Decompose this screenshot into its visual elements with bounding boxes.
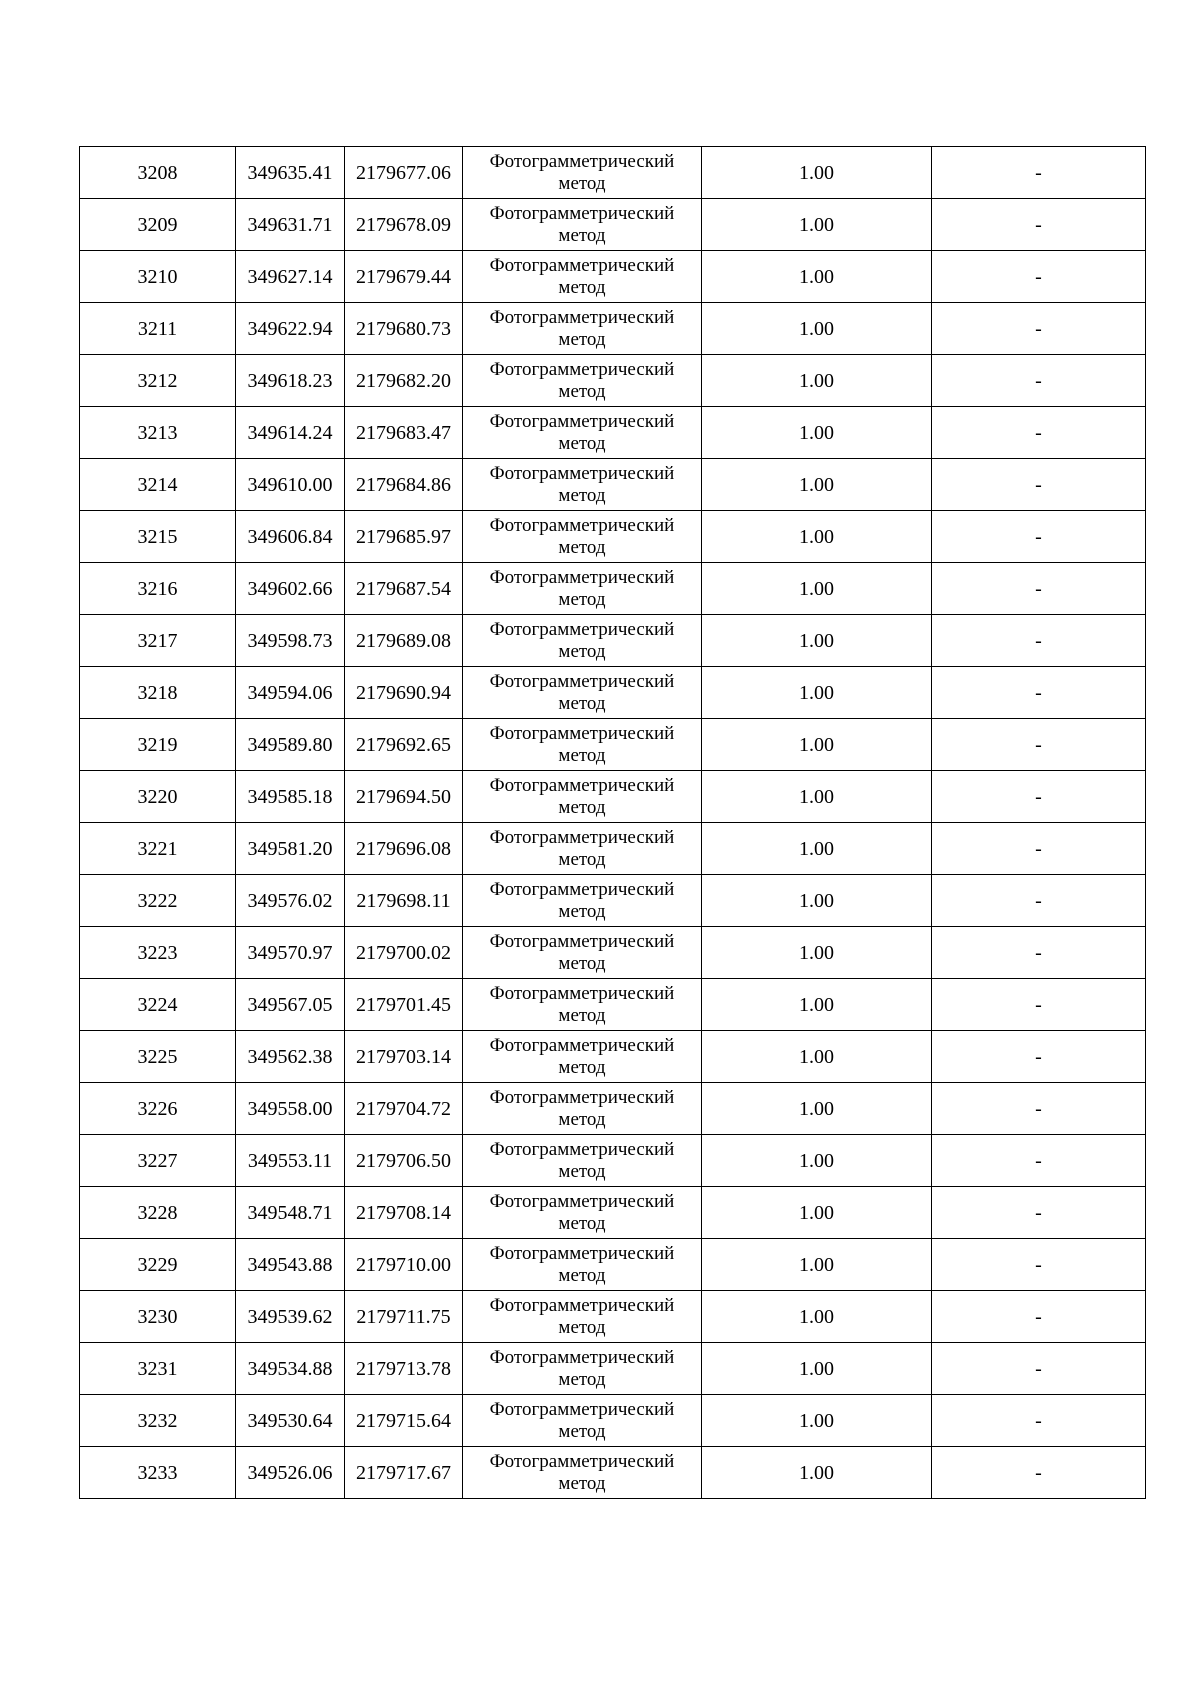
method-cell [463, 615, 702, 667]
method-line-2: метод [558, 796, 606, 818]
y-coordinate-cell: 2179711.75 [345, 1291, 463, 1343]
method-line-2: метод [558, 224, 606, 246]
point-number-cell: 3215 [80, 511, 236, 563]
x-coordinate-cell: 349576.02 [236, 875, 345, 927]
y-coordinate-cell: 2179715.64 [345, 1395, 463, 1447]
y-coordinate-cell: 2179690.94 [345, 667, 463, 719]
table-row [80, 459, 1146, 511]
description-cell: - [932, 1447, 1146, 1499]
y-coordinate-cell: 2179710.00 [345, 1239, 463, 1291]
x-coordinate-cell: 349618.23 [236, 355, 345, 407]
method-cell [463, 667, 702, 719]
method-cell [463, 1187, 702, 1239]
accuracy-cell: 1.00 [702, 355, 932, 407]
method-cell [463, 511, 702, 563]
accuracy-cell: 1.00 [702, 615, 932, 667]
description-cell: - [932, 927, 1146, 979]
point-number-cell: 3219 [80, 719, 236, 771]
accuracy-cell: 1.00 [702, 1395, 932, 1447]
method-cell [463, 355, 702, 407]
method-line-1: Фотограмметрический [489, 566, 675, 588]
description-cell: - [932, 355, 1146, 407]
table-row [80, 1447, 1146, 1499]
method-cell [463, 563, 702, 615]
description-cell: - [932, 1083, 1146, 1135]
table-row [80, 1135, 1146, 1187]
description-cell: - [932, 1343, 1146, 1395]
table-row [80, 771, 1146, 823]
point-number-cell: 3224 [80, 979, 236, 1031]
accuracy-cell: 1.00 [702, 303, 932, 355]
point-number-cell: 3208 [80, 147, 236, 199]
method-line-2: метод [558, 1472, 606, 1494]
table-row [80, 875, 1146, 927]
method-cell [463, 459, 702, 511]
method-line-2: метод [558, 1264, 606, 1286]
table-row [80, 1395, 1146, 1447]
method-line-2: метод [558, 536, 606, 558]
method-cell [463, 719, 702, 771]
method-line-2: метод [558, 900, 606, 922]
method-line-1: Фотограмметрический [489, 670, 675, 692]
table-row [80, 615, 1146, 667]
method-cell [463, 1083, 702, 1135]
description-cell: - [932, 979, 1146, 1031]
x-coordinate-cell: 349570.97 [236, 927, 345, 979]
x-coordinate-cell: 349614.24 [236, 407, 345, 459]
method-line-2: метод [558, 172, 606, 194]
description-cell: - [932, 823, 1146, 875]
method-cell [463, 771, 702, 823]
method-line-1: Фотограмметрический [489, 410, 675, 432]
x-coordinate-cell: 349562.38 [236, 1031, 345, 1083]
accuracy-cell: 1.00 [702, 1187, 932, 1239]
method-line-2: метод [558, 1056, 606, 1078]
method-line-1: Фотограмметрический [489, 150, 675, 172]
y-coordinate-cell: 2179677.06 [345, 147, 463, 199]
description-cell: - [932, 563, 1146, 615]
point-number-cell: 3214 [80, 459, 236, 511]
description-cell: - [932, 251, 1146, 303]
method-line-2: метод [558, 1316, 606, 1338]
description-cell: - [932, 511, 1146, 563]
accuracy-cell: 1.00 [702, 667, 932, 719]
point-number-cell: 3228 [80, 1187, 236, 1239]
method-line-1: Фотограмметрический [489, 982, 675, 1004]
accuracy-cell: 1.00 [702, 1031, 932, 1083]
x-coordinate-cell: 349585.18 [236, 771, 345, 823]
method-cell [463, 1291, 702, 1343]
table-row [80, 1187, 1146, 1239]
method-line-1: Фотограмметрический [489, 878, 675, 900]
table-row [80, 667, 1146, 719]
method-cell [463, 1031, 702, 1083]
method-line-2: метод [558, 952, 606, 974]
y-coordinate-cell: 2179706.50 [345, 1135, 463, 1187]
description-cell: - [932, 1031, 1146, 1083]
method-line-2: метод [558, 588, 606, 610]
accuracy-cell: 1.00 [702, 979, 932, 1031]
x-coordinate-cell: 349534.88 [236, 1343, 345, 1395]
accuracy-cell: 1.00 [702, 1343, 932, 1395]
table-row [80, 303, 1146, 355]
point-number-cell: 3227 [80, 1135, 236, 1187]
point-number-cell: 3233 [80, 1447, 236, 1499]
y-coordinate-cell: 2179692.65 [345, 719, 463, 771]
method-line-2: метод [558, 432, 606, 454]
point-number-cell: 3231 [80, 1343, 236, 1395]
y-coordinate-cell: 2179696.08 [345, 823, 463, 875]
description-cell: - [932, 303, 1146, 355]
method-line-1: Фотограмметрический [489, 358, 675, 380]
x-coordinate-cell: 349530.64 [236, 1395, 345, 1447]
x-coordinate-cell: 349606.84 [236, 511, 345, 563]
method-cell [463, 1135, 702, 1187]
x-coordinate-cell: 349581.20 [236, 823, 345, 875]
method-line-2: метод [558, 1108, 606, 1130]
point-number-cell: 3223 [80, 927, 236, 979]
method-line-1: Фотограмметрический [489, 1190, 675, 1212]
accuracy-cell: 1.00 [702, 771, 932, 823]
description-cell: - [932, 1239, 1146, 1291]
description-cell: - [932, 1187, 1146, 1239]
method-line-2: метод [558, 1420, 606, 1442]
point-number-cell: 3226 [80, 1083, 236, 1135]
point-number-cell: 3216 [80, 563, 236, 615]
method-cell [463, 147, 702, 199]
description-cell: - [932, 1291, 1146, 1343]
method-cell [463, 407, 702, 459]
y-coordinate-cell: 2179713.78 [345, 1343, 463, 1395]
description-cell: - [932, 1395, 1146, 1447]
method-line-2: метод [558, 1368, 606, 1390]
x-coordinate-cell: 349558.00 [236, 1083, 345, 1135]
table-row [80, 199, 1146, 251]
method-line-2: метод [558, 328, 606, 350]
method-line-1: Фотограмметрический [489, 254, 675, 276]
method-line-1: Фотограмметрический [489, 1398, 675, 1420]
method-line-1: Фотограмметрический [489, 202, 675, 224]
point-number-cell: 3211 [80, 303, 236, 355]
description-cell: - [932, 615, 1146, 667]
method-cell [463, 1447, 702, 1499]
method-line-1: Фотограмметрический [489, 1346, 675, 1368]
method-cell [463, 1343, 702, 1395]
x-coordinate-cell: 349526.06 [236, 1447, 345, 1499]
method-line-2: метод [558, 484, 606, 506]
y-coordinate-cell: 2179704.72 [345, 1083, 463, 1135]
x-coordinate-cell: 349589.80 [236, 719, 345, 771]
method-cell [463, 1395, 702, 1447]
y-coordinate-cell: 2179717.67 [345, 1447, 463, 1499]
method-cell [463, 875, 702, 927]
table-row [80, 1031, 1146, 1083]
accuracy-cell: 1.00 [702, 147, 932, 199]
x-coordinate-cell: 349567.05 [236, 979, 345, 1031]
method-cell [463, 979, 702, 1031]
description-cell: - [932, 407, 1146, 459]
accuracy-cell: 1.00 [702, 1239, 932, 1291]
table-row [80, 1291, 1146, 1343]
x-coordinate-cell: 349594.06 [236, 667, 345, 719]
table-row [80, 251, 1146, 303]
x-coordinate-cell: 349543.88 [236, 1239, 345, 1291]
method-line-1: Фотограмметрический [489, 1242, 675, 1264]
point-number-cell: 3218 [80, 667, 236, 719]
method-line-1: Фотограмметрический [489, 1138, 675, 1160]
point-number-cell: 3210 [80, 251, 236, 303]
description-cell: - [932, 199, 1146, 251]
description-cell: - [932, 667, 1146, 719]
method-line-1: Фотограмметрический [489, 1294, 675, 1316]
method-line-2: метод [558, 744, 606, 766]
x-coordinate-cell: 349602.66 [236, 563, 345, 615]
accuracy-cell: 1.00 [702, 1135, 932, 1187]
point-number-cell: 3220 [80, 771, 236, 823]
description-cell: - [932, 1135, 1146, 1187]
method-line-1: Фотограмметрический [489, 1034, 675, 1056]
point-number-cell: 3229 [80, 1239, 236, 1291]
method-line-1: Фотограмметрический [489, 618, 675, 640]
accuracy-cell: 1.00 [702, 459, 932, 511]
x-coordinate-cell: 349553.11 [236, 1135, 345, 1187]
x-coordinate-cell: 349631.71 [236, 199, 345, 251]
accuracy-cell: 1.00 [702, 927, 932, 979]
description-cell: - [932, 719, 1146, 771]
y-coordinate-cell: 2179680.73 [345, 303, 463, 355]
coordinates-table [79, 146, 1146, 1499]
method-line-2: метод [558, 692, 606, 714]
point-number-cell: 3232 [80, 1395, 236, 1447]
method-line-1: Фотограмметрический [489, 722, 675, 744]
method-line-2: метод [558, 1160, 606, 1182]
accuracy-cell: 1.00 [702, 1083, 932, 1135]
x-coordinate-cell: 349622.94 [236, 303, 345, 355]
table-row [80, 511, 1146, 563]
method-cell [463, 1239, 702, 1291]
point-number-cell: 3221 [80, 823, 236, 875]
method-cell [463, 823, 702, 875]
point-number-cell: 3217 [80, 615, 236, 667]
y-coordinate-cell: 2179700.02 [345, 927, 463, 979]
method-line-2: метод [558, 380, 606, 402]
point-number-cell: 3222 [80, 875, 236, 927]
table-row [80, 1083, 1146, 1135]
y-coordinate-cell: 2179679.44 [345, 251, 463, 303]
description-cell: - [932, 875, 1146, 927]
accuracy-cell: 1.00 [702, 719, 932, 771]
point-number-cell: 3213 [80, 407, 236, 459]
x-coordinate-cell: 349539.62 [236, 1291, 345, 1343]
method-line-2: метод [558, 276, 606, 298]
x-coordinate-cell: 349635.41 [236, 147, 345, 199]
point-number-cell: 3230 [80, 1291, 236, 1343]
method-cell [463, 303, 702, 355]
y-coordinate-cell: 2179689.08 [345, 615, 463, 667]
table-row [80, 1239, 1146, 1291]
method-line-2: метод [558, 1004, 606, 1026]
method-cell [463, 927, 702, 979]
table-row [80, 355, 1146, 407]
x-coordinate-cell: 349627.14 [236, 251, 345, 303]
y-coordinate-cell: 2179684.86 [345, 459, 463, 511]
method-line-1: Фотограмметрический [489, 462, 675, 484]
table-row [80, 927, 1146, 979]
y-coordinate-cell: 2179708.14 [345, 1187, 463, 1239]
method-line-2: метод [558, 640, 606, 662]
description-cell: - [932, 147, 1146, 199]
table-row [80, 407, 1146, 459]
method-line-1: Фотограмметрический [489, 1450, 675, 1472]
description-cell: - [932, 771, 1146, 823]
accuracy-cell: 1.00 [702, 251, 932, 303]
method-line-1: Фотограмметрический [489, 514, 675, 536]
table-row [80, 719, 1146, 771]
accuracy-cell: 1.00 [702, 407, 932, 459]
x-coordinate-cell: 349548.71 [236, 1187, 345, 1239]
accuracy-cell: 1.00 [702, 1291, 932, 1343]
table-row [80, 1343, 1146, 1395]
method-cell [463, 199, 702, 251]
method-line-1: Фотограмметрический [489, 826, 675, 848]
method-cell [463, 251, 702, 303]
y-coordinate-cell: 2179685.97 [345, 511, 463, 563]
accuracy-cell: 1.00 [702, 823, 932, 875]
y-coordinate-cell: 2179703.14 [345, 1031, 463, 1083]
accuracy-cell: 1.00 [702, 563, 932, 615]
method-line-1: Фотограмметрический [489, 1086, 675, 1108]
accuracy-cell: 1.00 [702, 511, 932, 563]
y-coordinate-cell: 2179682.20 [345, 355, 463, 407]
x-coordinate-cell: 349610.00 [236, 459, 345, 511]
point-number-cell: 3209 [80, 199, 236, 251]
point-number-cell: 3212 [80, 355, 236, 407]
y-coordinate-cell: 2179694.50 [345, 771, 463, 823]
y-coordinate-cell: 2179698.11 [345, 875, 463, 927]
method-line-1: Фотограмметрический [489, 930, 675, 952]
y-coordinate-cell: 2179701.45 [345, 979, 463, 1031]
y-coordinate-cell: 2179687.54 [345, 563, 463, 615]
method-line-1: Фотограмметрический [489, 774, 675, 796]
table-row [80, 563, 1146, 615]
table-row [80, 147, 1146, 199]
x-coordinate-cell: 349598.73 [236, 615, 345, 667]
accuracy-cell: 1.00 [702, 1447, 932, 1499]
method-line-2: метод [558, 1212, 606, 1234]
accuracy-cell: 1.00 [702, 199, 932, 251]
method-line-2: метод [558, 848, 606, 870]
table-row [80, 979, 1146, 1031]
point-number-cell: 3225 [80, 1031, 236, 1083]
y-coordinate-cell: 2179678.09 [345, 199, 463, 251]
table-row [80, 823, 1146, 875]
coordinates-table-body [80, 147, 1146, 1499]
method-line-1: Фотограмметрический [489, 306, 675, 328]
y-coordinate-cell: 2179683.47 [345, 407, 463, 459]
accuracy-cell: 1.00 [702, 875, 932, 927]
description-cell: - [932, 459, 1146, 511]
